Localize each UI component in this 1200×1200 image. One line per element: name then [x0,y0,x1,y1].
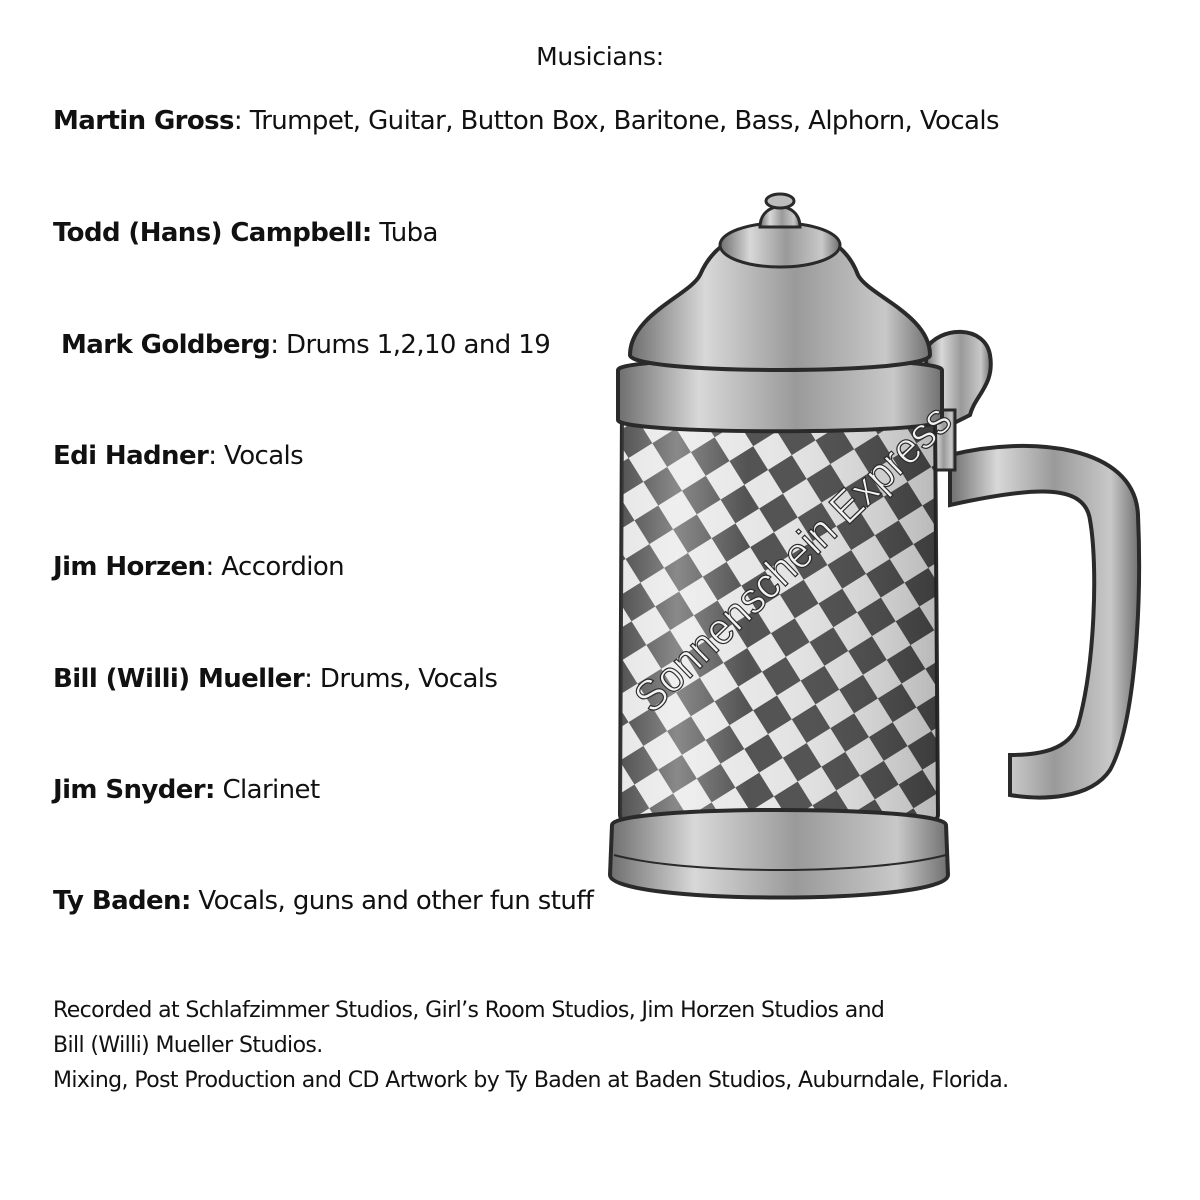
beer-stein-illustration [590,185,1150,915]
musician-roles: Vocals [216,441,304,471]
musician-name: Jim Snyder: [53,775,215,805]
name-separator: : [233,106,243,136]
musician-entry [53,664,497,694]
musician-roles: Accordion [213,552,345,582]
musician-roles: Vocals, guns and other fun stuff [190,886,594,916]
credits-line: Mixing, Post Production and CD Artwork by Ty Baden at Baden Studios, Auburndale, Florida. [53,1068,1009,1093]
name-separator: : [205,552,214,582]
musician-roles: Clarinet [214,775,320,805]
musician-roles: Tuba [371,218,438,248]
musician-name: Edi Hadner [53,441,209,471]
musician-entry [53,106,999,136]
musician-entry [53,552,344,582]
credits-line: Recorded at Schlafzimmer Studios, Girl’s Room Studios, Jim Horzen Studios and [53,998,885,1023]
stein-base [610,810,948,898]
stein-handle [950,446,1139,798]
musician-roles: Drums 1,2,10 and 19 [278,330,551,360]
musician-name: Mark Goldberg [61,330,271,360]
lid-knob [760,207,800,227]
musician-name: Bill (Willi) Mueller [53,664,305,694]
musician-entry [61,330,550,360]
musician-entry [53,886,593,916]
musician-roles: Drums, Vocals [312,664,498,694]
credits [53,993,1008,1098]
credits-line: Bill (Willi) Mueller Studios. [53,1033,323,1058]
musician-entry [53,218,438,248]
page-heading: Musicians: [536,42,664,71]
musician-name: Ty Baden: [53,886,191,916]
musician-name: Jim Horzen [53,552,206,582]
musician-name: Todd (Hans) Campbell: [53,218,372,248]
name-separator: : [208,441,217,471]
musician-entry [53,441,303,471]
name-separator: : [304,664,313,694]
stein-label: Sonnenschein Express [624,374,983,723]
musician-entry [53,775,320,805]
name-separator: : [270,330,279,360]
musician-name: Martin Gross [53,106,234,136]
musician-roles: Trumpet, Guitar, Button Box, Baritone, Bass, Alphorn, Vocals [242,106,999,136]
